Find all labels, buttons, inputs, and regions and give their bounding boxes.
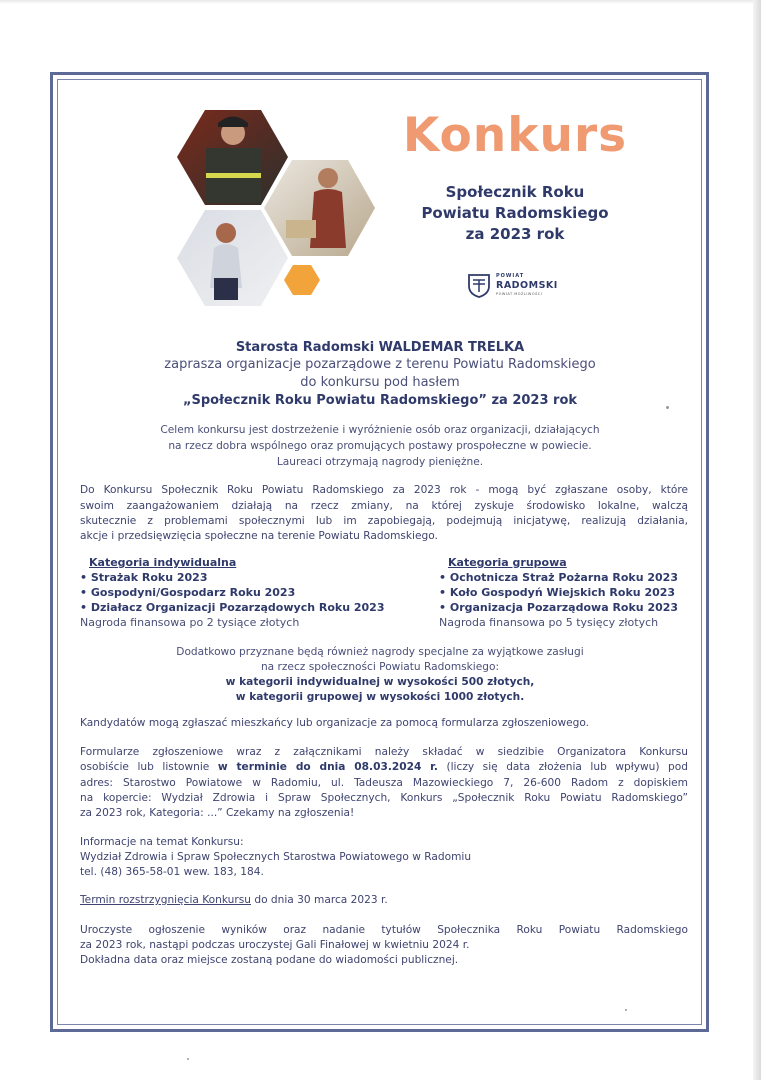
- candidates-text: Kandydatów mogą zgłaszać mieszkańcy lub organizacje za pomocą formularza zgłoszeniowego.: [80, 717, 590, 729]
- category-individual-item: • Gospodyni/Gospodarz Roku 2023: [80, 586, 296, 599]
- scan-speck: [187, 1058, 189, 1060]
- organizer-name: Starosta Radomski WALDEMAR TRELKA: [235, 340, 525, 355]
- logo-line-1: POWIAT: [496, 273, 525, 279]
- deadline-line: [80, 894, 388, 906]
- logo-line-2: RADOMSKI: [496, 280, 558, 291]
- forms-text: (liczy się data złożenia lub wpływu) pod: [437, 761, 688, 773]
- description-line: Do Konkursu Społecznik Roku Powiatu Radomskiego za 2023 rok - mogą być zgłaszane osoby, które: [80, 484, 688, 496]
- category-group-heading: Kategoria grupowa: [448, 556, 567, 569]
- deadline-label: Termin rozstrzygnięcia Konkursu: [80, 894, 251, 906]
- subtitle-line: za 2023 rok: [465, 225, 565, 243]
- orange-hexagon: [284, 265, 320, 295]
- forms-line: Formularze zgłoszeniowe wraz z załącznikami należy składać w siedzibie Organizatora Konkursu: [80, 746, 688, 758]
- category-individual-item: • Strażak Roku 2023: [80, 571, 208, 584]
- goal-line: Celem konkursu jest dostrzeżenie i wyróżnienie osób oraz organizacji, działających: [160, 424, 600, 436]
- special-prize-amount: w kategorii grupowej w wysokości 1000 złotych.: [235, 691, 525, 703]
- special-prize-line: na rzecz społeczności Powiatu Radomskiego:: [260, 661, 500, 673]
- forms-line: na kopercie: Wydział Zdrowia i Spraw Społecznych, Konkurs „Społecznik Roku Powiatu Radomskiego”: [80, 792, 688, 804]
- ceremony-line: Dokładna data oraz miejsce zostaną podane do wiadomości publicznej.: [80, 954, 459, 966]
- description-line: akcje i przedsięwzięcia społeczne na terenie Powiatu Radomskiego.: [80, 530, 438, 542]
- woman-cooking-photo-hexagon: [264, 160, 375, 256]
- forms-line: adres: Starostwo Powiatowe w Radomiu, ul. Tadeusza Mazowieckiego 7, 26-600 Radom z dopiskiem: [80, 777, 688, 789]
- category-group-prize: Nagroda finansowa po 5 tysięcy złotych: [439, 616, 659, 629]
- scan-top-edge: [0, 0, 761, 4]
- ceremony-line: Uroczyste ogłoszenie wyników oraz nadanie tytułów Społecznika Roku Powiatu Radomskiego: [80, 924, 688, 936]
- subtitle-line: Społecznik Roku: [445, 183, 585, 201]
- firefighter-photo-hexagon: [176, 108, 288, 206]
- intro-line: do konkursu pod hasłem: [300, 375, 460, 390]
- scan-speck: [625, 1009, 627, 1011]
- category-individual-heading: Kategoria indywidualna: [89, 556, 237, 569]
- special-prize-amount: w kategorii indywidualnej w wysokości 500 złotych,: [225, 676, 535, 688]
- forms-deadline: w terminie do dnia 08.03.2024 r.: [217, 761, 438, 773]
- coat-of-arms-icon: [466, 272, 492, 298]
- scan-right-edge: [753, 0, 761, 1080]
- category-group-item: • Ochotnicza Straż Pożarna Roku 2023: [439, 571, 678, 584]
- goal-line: na rzecz dobra wspólnego oraz promujących postawy prospołeczne w powiecie.: [168, 440, 592, 452]
- info-phone: tel. (48) 365-58-01 wew. 183, 184.: [80, 866, 264, 878]
- category-individual-prize: Nagroda finansowa po 2 tysiące złotych: [80, 616, 300, 629]
- forms-line: za 2023 rok, Kategoria: ...” Czekamy na zgłoszenia!: [80, 807, 355, 819]
- contest-slogan: „Społecznik Roku Powiatu Radomskiego” za 2023 rok: [182, 393, 578, 408]
- category-group-item: • Koło Gospodyń Wiejskich Roku 2023: [439, 586, 676, 599]
- description-line: swoim zaangażowaniem działają na rzecz zmiany, na której zyskuje środowisko lokalne, walczą: [80, 500, 688, 512]
- ceremony-line: za 2023 rok, nastąpi podczas uroczystej Gali Finałowej w kwietniu 2024 r.: [80, 939, 470, 951]
- deadline-date: do dnia 30 marca 2023 r.: [250, 894, 388, 906]
- description-line: skutecznie z problemami społecznymi lub im zapobiegają, podejmują inicjatywę, realizują działania,: [80, 515, 688, 527]
- goal-line: Laureaci otrzymają nagrody pieniężne.: [276, 456, 484, 468]
- info-line: Informacje na temat Konkursu:: [80, 836, 244, 848]
- subtitle-line: Powiatu Radomskiego: [421, 204, 609, 222]
- special-prize-line: Dodatkowo przyznane będą również nagrody specjalne za wyjątkowe zasługi: [176, 646, 584, 658]
- forms-text: osobiście lub listownie: [80, 761, 218, 773]
- page-subtitle: [380, 182, 650, 245]
- forms-line: [80, 761, 688, 773]
- page-title: Konkurs: [402, 108, 628, 163]
- category-individual-item: • Działacz Organizacji Pozarządowych Roku 2023: [80, 601, 385, 614]
- intro-line: zaprasza organizacje pozarządowe z terenu Powiatu Radomskiego: [164, 357, 596, 372]
- logo-line-3: POWIAT MOŻLIWOŚCI: [496, 292, 543, 296]
- info-line: Wydział Zdrowia i Spraw Społecznych Starostwa Powiatowego w Radomiu: [80, 851, 472, 863]
- category-group-item: • Organizacja Pozarządowa Roku 2023: [439, 601, 679, 614]
- scan-speck: [666, 406, 669, 409]
- woman-speaking-photo-hexagon: [177, 210, 288, 306]
- hexagon-photo-collage: [176, 108, 376, 308]
